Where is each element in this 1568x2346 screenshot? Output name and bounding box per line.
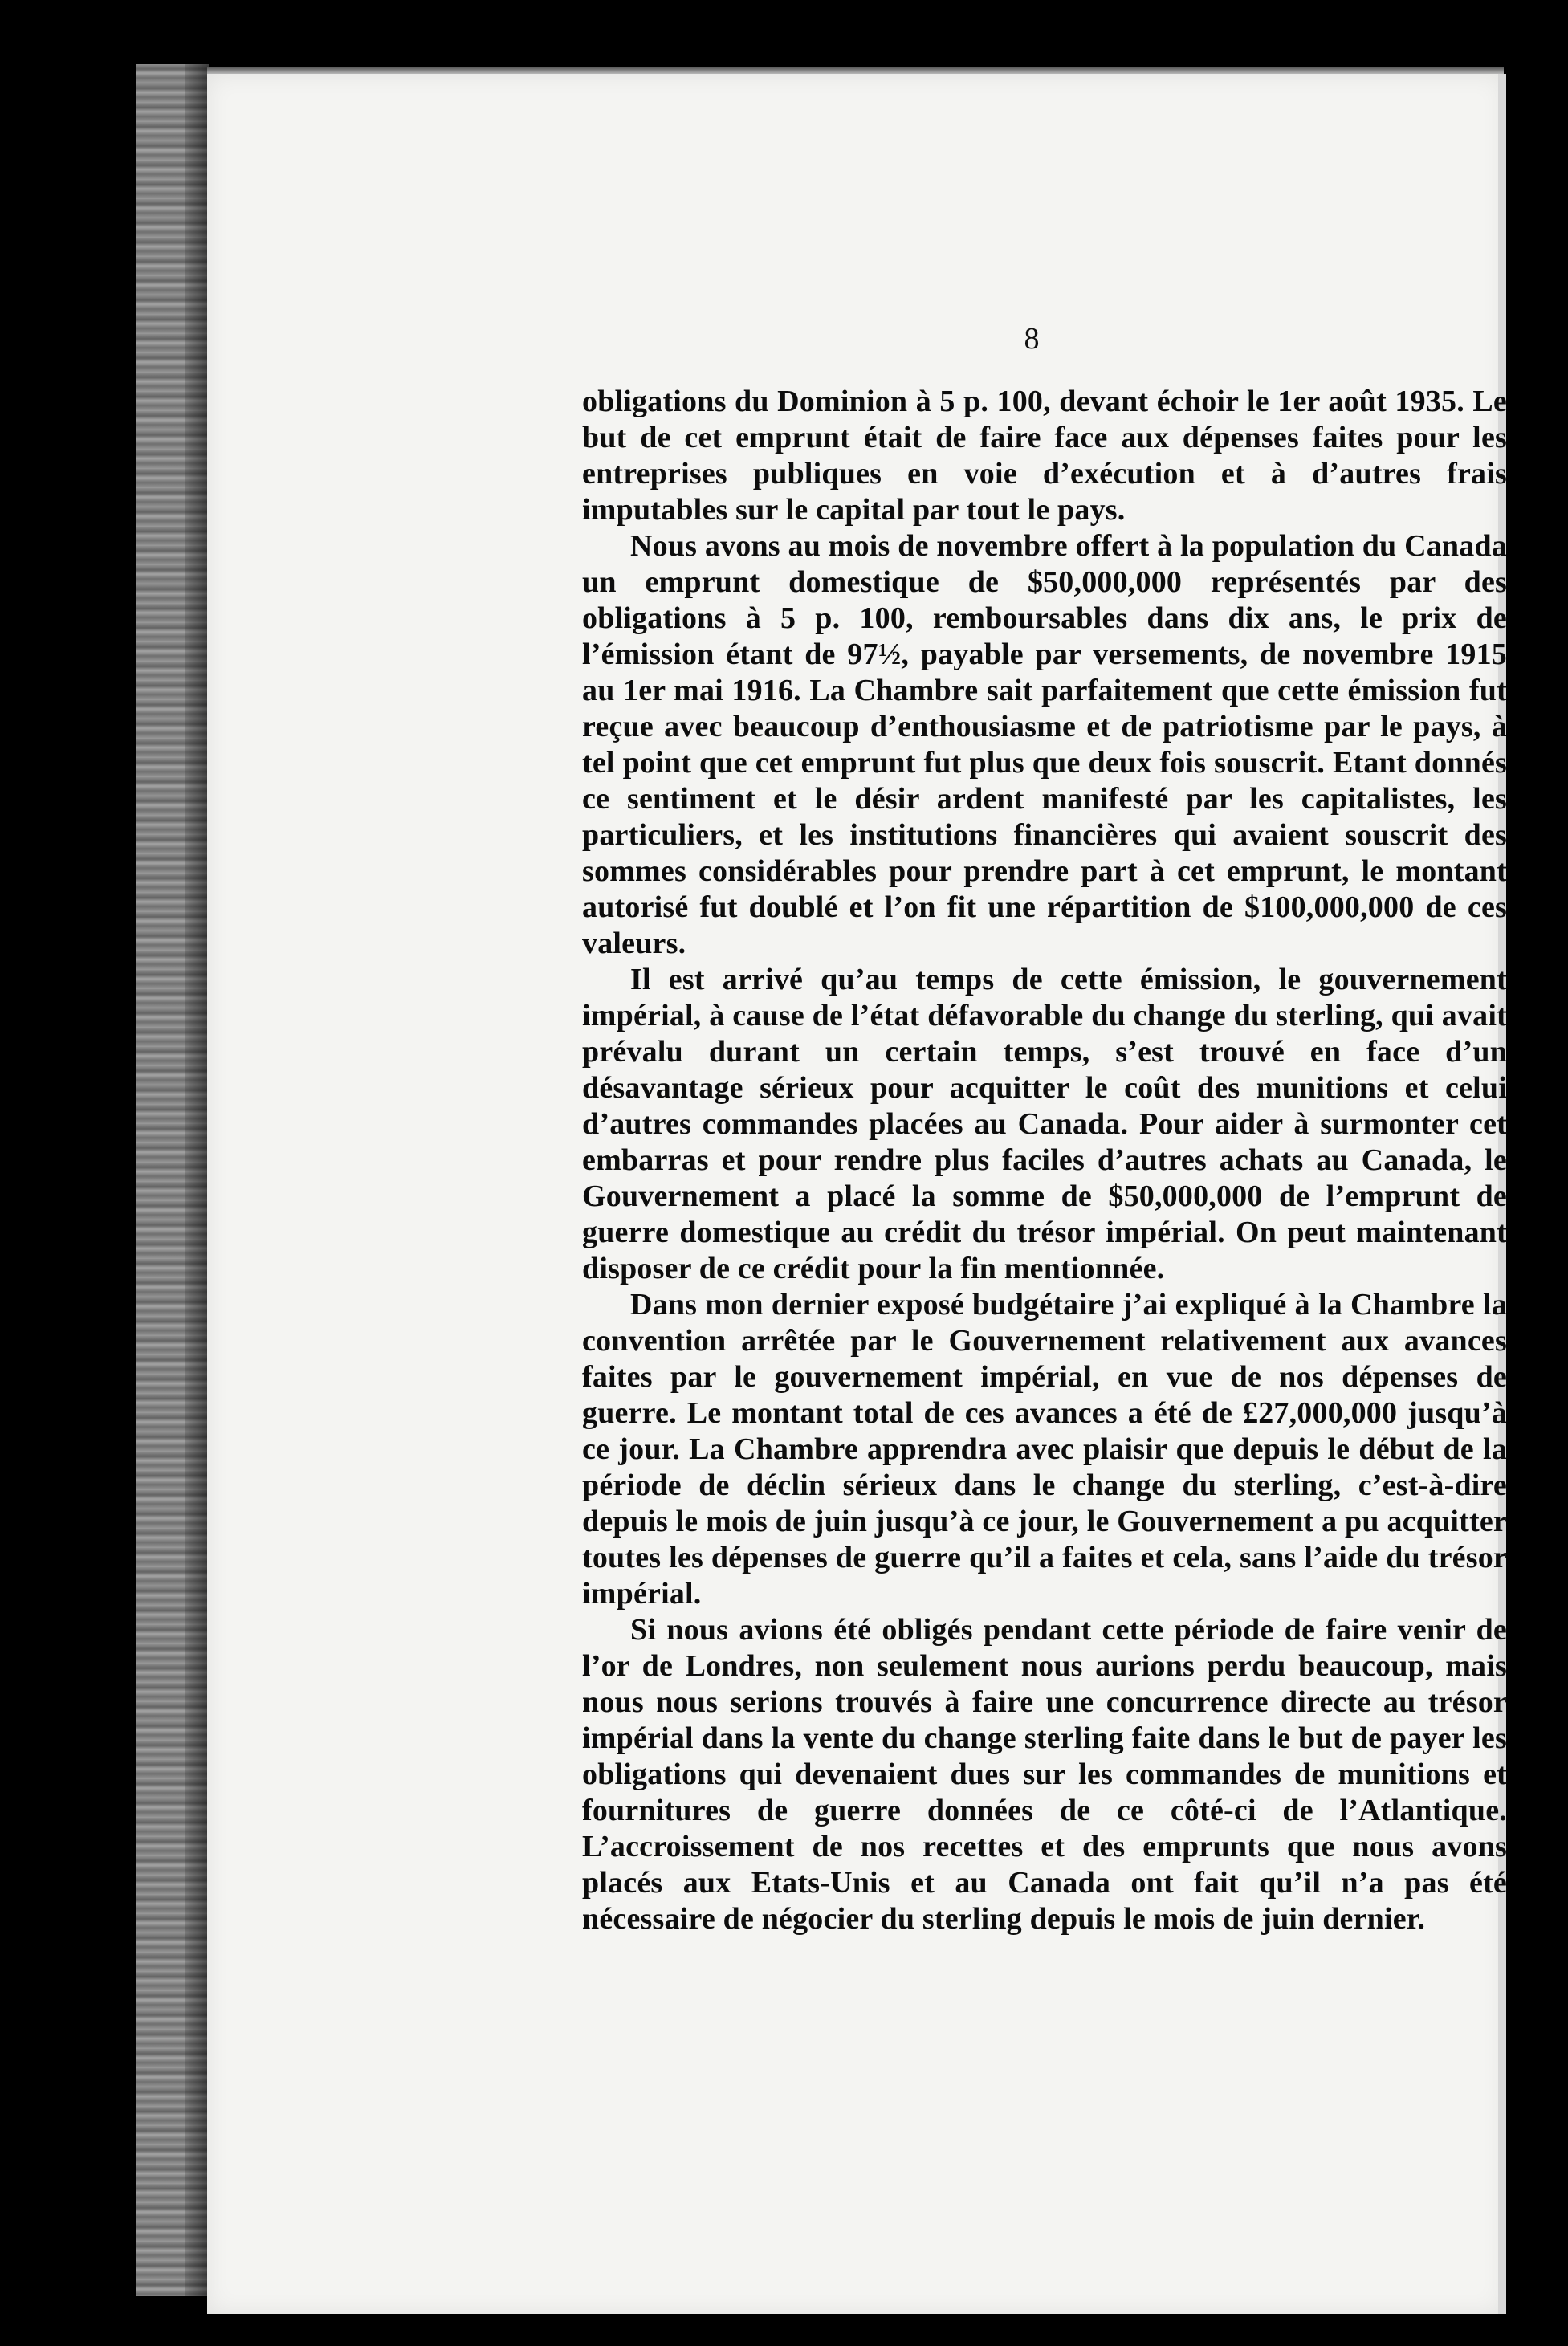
paragraph-4: Dans mon dernier exposé budgétaire j’ai expliqué à la Chambre la convention arrêtée par le Gouvernement relativement aux avances faites par le gouvernement impérial, en vue de nos dépenses de guerre. Le montant total de ces avances a été de £27,000,000 jusqu’à ce jour. La Chambre apprendra avec plaisir que depuis le début de la période de déclin sérieux dans le change du sterling, c’est-à-dire depuis le mois de juin jusqu’à ce jour, le Gouvernement a pu acquitter toutes les dépenses de guerre qu’il a faites et cela, sans l’aide du trésor impérial. [582, 1288, 1507, 1611]
paragraph-3: Il est arrivé qu’au temps de cette émission, le gouvernement impérial, à cause de l’état défavorable du change du sterling, qui avait prévalu durant un certain temps, s’est trouvé en face d’un désavantage sérieux pour acquitter le coût des munitions et celui d’autres commandes placées au Canada. Pour aider à surmonter cet embarras et pour rendre plus faciles d’autres achats au Canada, le Gouvernement a placé la somme de $50,000,000 de l’emprunt de guerre domestique au crédit du trésor impérial. On peut maintenant disposer de ce crédit pour la fin mentionnée. [582, 963, 1507, 1285]
paragraph-2: Nous avons au mois de novembre offert à la population du Canada un emprunt domestique de $50,000,000 représentés par des obligations à 5 p. 100, remboursables dans dix ans, le prix de l’émission étant de 97½, payable par versements, de novembre 1915 au 1er mai 1916. La Chambre sait parfaitement que cette émission fut reçue avec beaucoup d’enthousiasme et de patriotisme par le pays, à tel point que cet emprunt fut plus que deux fois souscrit. Etant donnés ce sentiment et le désir ardent manifesté par les capitalistes, les particuliers, et les institutions financières qui avaient souscrit des sommes considérables pour prendre part à cet emprunt, le montant autorisé fut doublé et l’on fit une répartition de $100,000,000 de ces valeurs. [582, 529, 1507, 960]
body-text [582, 384, 1507, 1937]
spine-shadow [185, 64, 209, 2296]
page-number: 8 [1024, 322, 1040, 356]
paragraph-5: Si nous avions été obligés pendant cette période de faire venir de l’or de Londres, non seulement nous aurions perdu beaucoup, mais nous nous serions trouvés à faire une concurrence directe au trésor impérial dans la vente du change sterling faite dans le but de payer les obligations qui devenaient dues sur les commandes de munitions et fournitures de guerre données de ce côté-ci de l’Atlantique. L’accroissement de nos recettes et des emprunts que nous avons placés aux Etats-Unis et au Canada ont fait qu’il n’a pas été nécessaire de négocier du sterling depuis le mois de juin dernier. [582, 1613, 1507, 1936]
paragraph-1: obligations du Dominion à 5 p. 100, devant échoir le 1er août 1935. Le but de cet emprunt était de faire face aux dépenses faites pour les entreprises publiques en voie d’exécution et à d’autres frais imputables sur le capital par tout le pays. [582, 385, 1507, 527]
